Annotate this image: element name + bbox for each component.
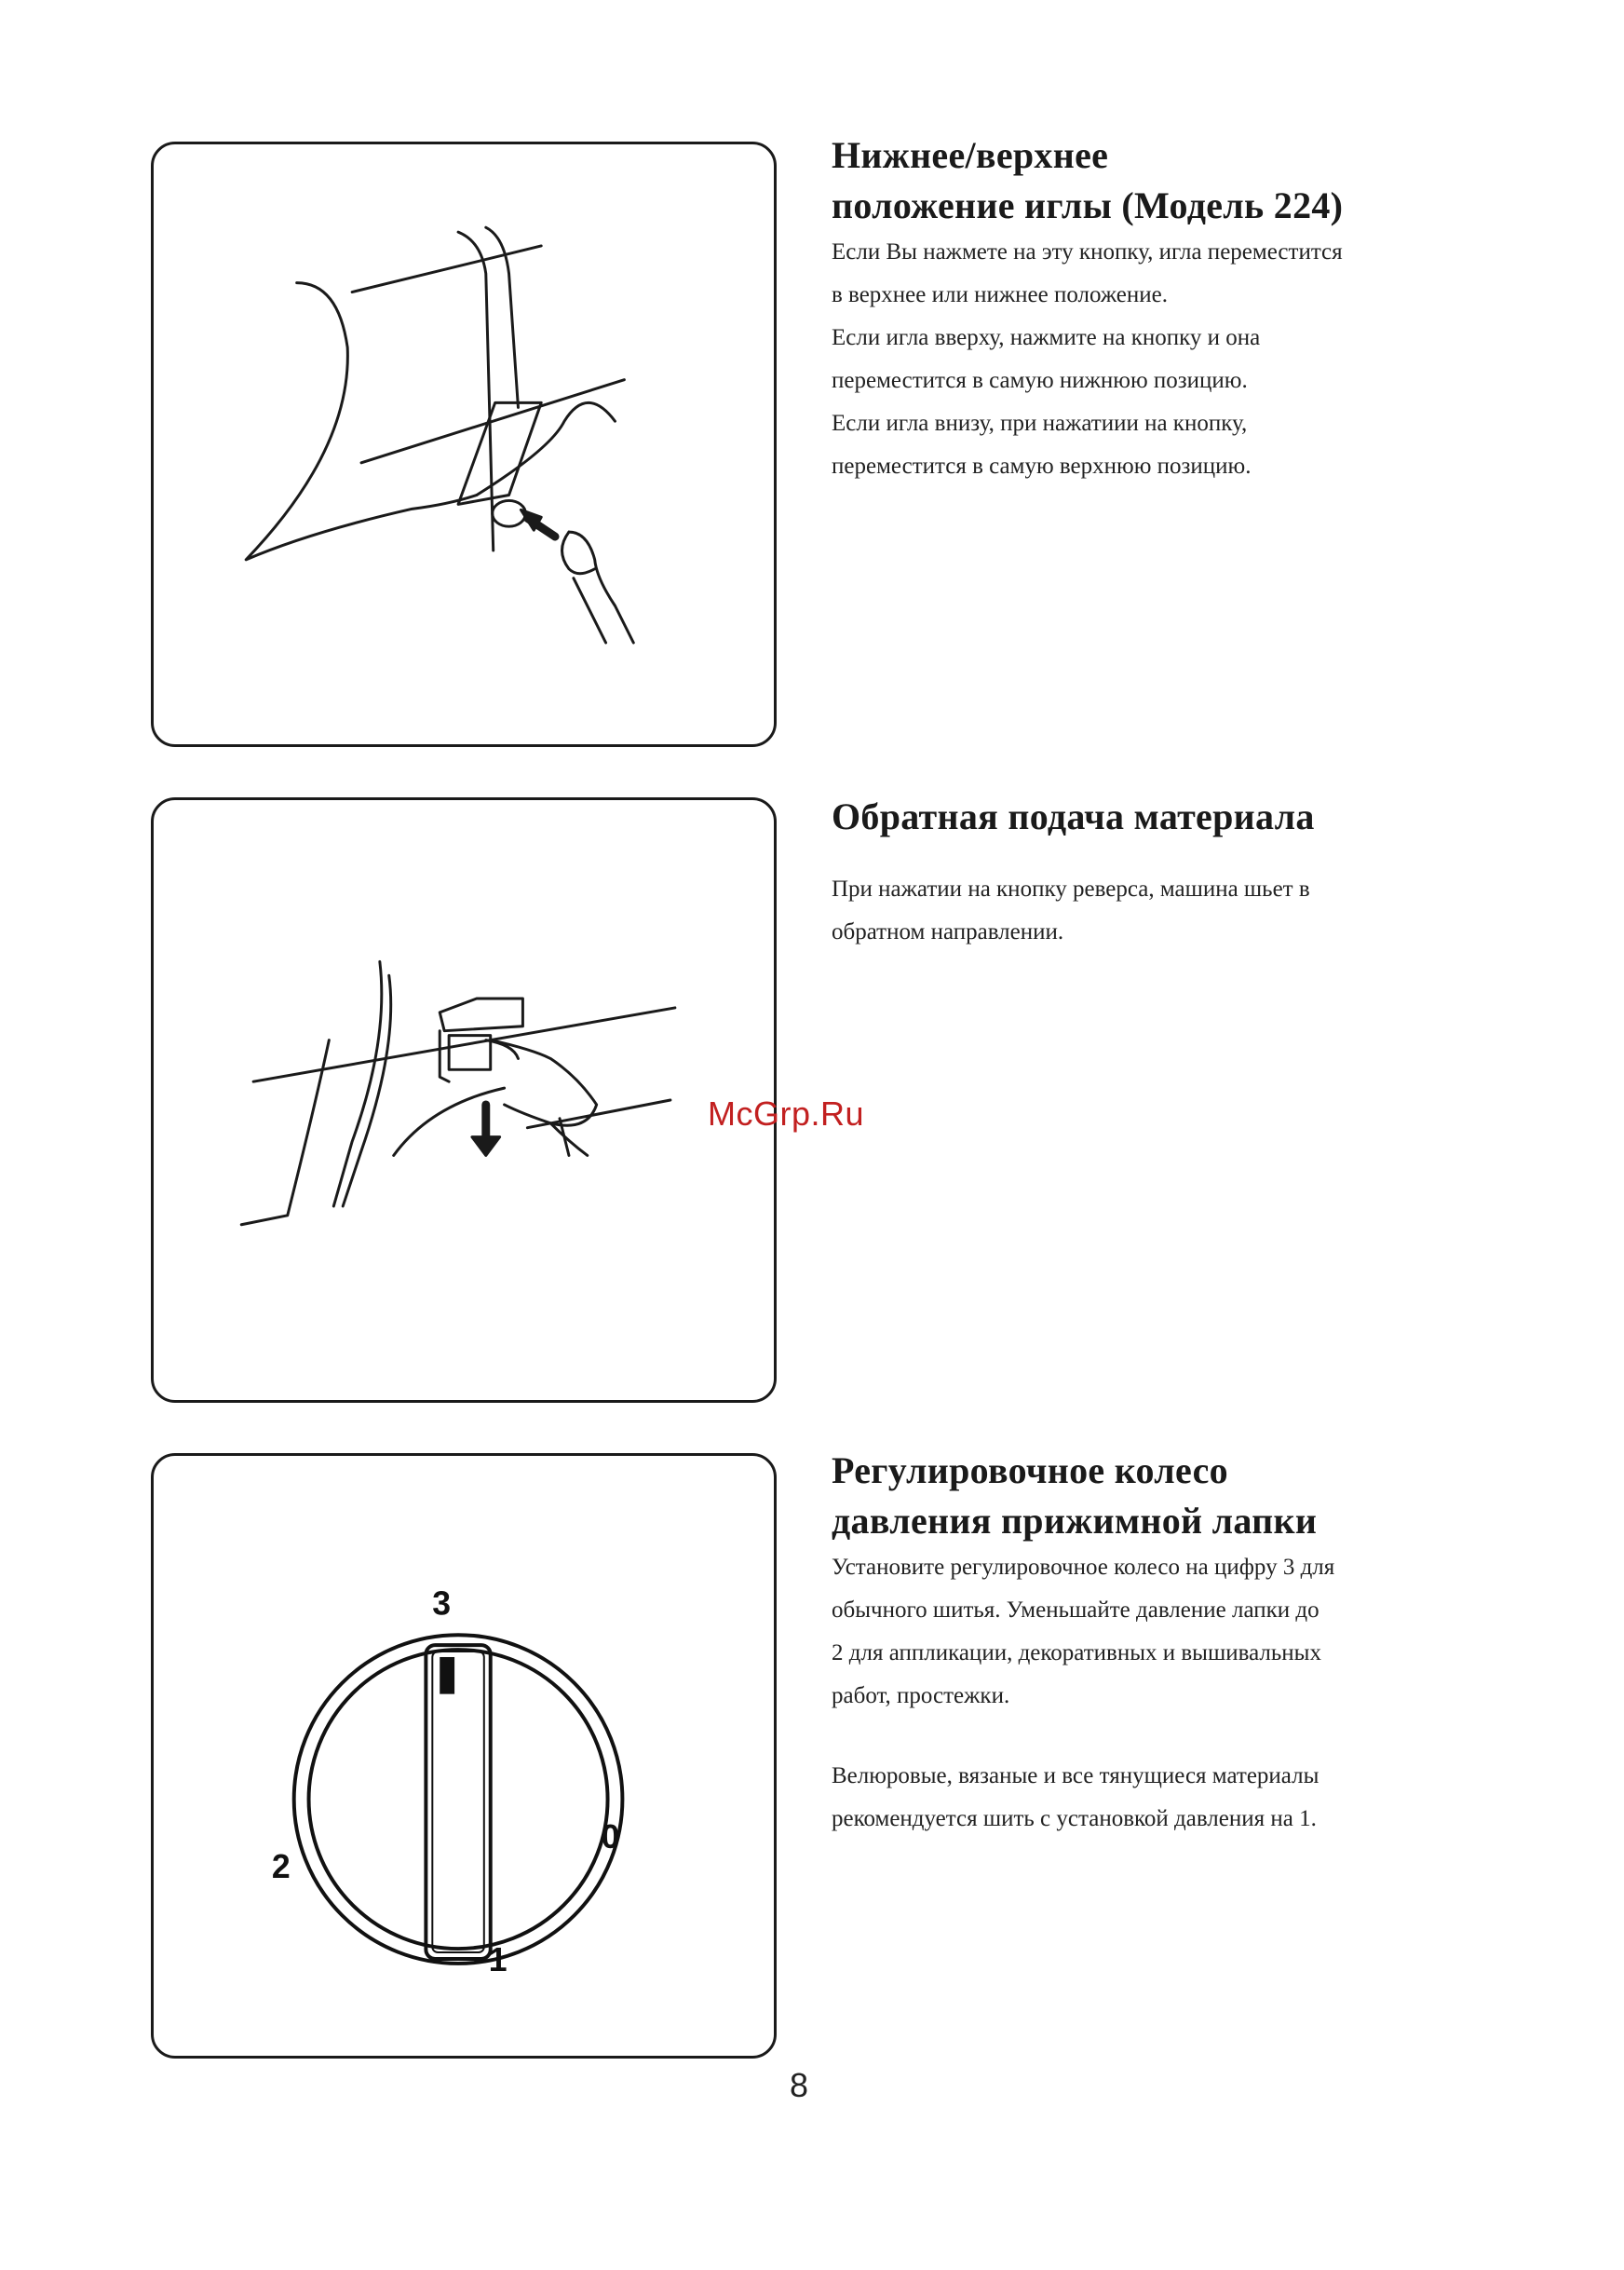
- title-line: давления прижимной лапки: [832, 1500, 1318, 1542]
- pressure-dial-drawing: [154, 1456, 774, 2056]
- body-line: переместится в самую верхнюю позицию.: [832, 454, 1252, 479]
- body-line: Если игла вверху, нажмите на кнопку и она: [832, 325, 1261, 350]
- body-line: Велюровые, вязаные и все тянущиеся материалы: [832, 1763, 1320, 1788]
- needle-button-drawing: [154, 144, 774, 744]
- dial-label-2: 2: [271, 1847, 291, 1885]
- body-line: рекомендуется шить с установкой давления на 1.: [832, 1806, 1317, 1831]
- pressure-dial-body: [832, 1546, 1539, 1718]
- title-line: Нижнее/верхнее: [832, 134, 1109, 176]
- body-line: обратном направлении.: [832, 919, 1064, 945]
- pressure-dial-illustration: [151, 1453, 777, 2059]
- title-line: Регулировочное колесо: [832, 1449, 1228, 1491]
- reverse-button-drawing: [154, 800, 774, 1400]
- body-line: обычного шитья. Уменьшайте давление лапки до: [832, 1597, 1320, 1623]
- page-number: 8: [790, 2066, 809, 2104]
- reverse-feed-body: [832, 868, 1539, 954]
- watermark-text: McGrp.Ru: [708, 1094, 865, 1133]
- dial-label-1: 1: [488, 1940, 508, 1978]
- needle-position-body: [832, 231, 1539, 488]
- pressure-dial-section: [832, 1446, 1539, 1841]
- needle-position-title: [832, 130, 1539, 231]
- needle-position-section: [832, 130, 1539, 488]
- body-line: Если игла внизу, при нажатиии на кнопку,: [832, 411, 1248, 436]
- body-line: 2 для аппликации, декоративных и вышивальных: [832, 1640, 1321, 1665]
- body-line: переместится в самую нижнюю позицию.: [832, 368, 1248, 393]
- title-line: Обратная подача материала: [832, 795, 1315, 837]
- dial-indicator-mark: [440, 1657, 454, 1694]
- reverse-feed-illustration: [151, 797, 777, 1403]
- body-line: работ, простежки.: [832, 1683, 1010, 1708]
- body-line: Установите регулировочное колесо на цифру 3 для: [832, 1555, 1335, 1580]
- needle-position-illustration: [151, 142, 777, 747]
- reverse-feed-section: [832, 792, 1539, 954]
- body-line: При нажатии на кнопку реверса, машина шьет в: [832, 877, 1310, 902]
- dial-label-3: 3: [432, 1584, 452, 1623]
- reverse-feed-title: [832, 792, 1539, 842]
- pressure-dial-note: [832, 1755, 1539, 1841]
- body-line: Если Вы нажмете на эту кнопку, игла переместится: [832, 239, 1343, 265]
- pressure-dial-title: [832, 1446, 1539, 1546]
- dial-label-0: 0: [601, 1818, 620, 1856]
- title-line: положение иглы (Модель 224): [832, 184, 1344, 226]
- body-line: в верхнее или нижнее положение.: [832, 282, 1169, 307]
